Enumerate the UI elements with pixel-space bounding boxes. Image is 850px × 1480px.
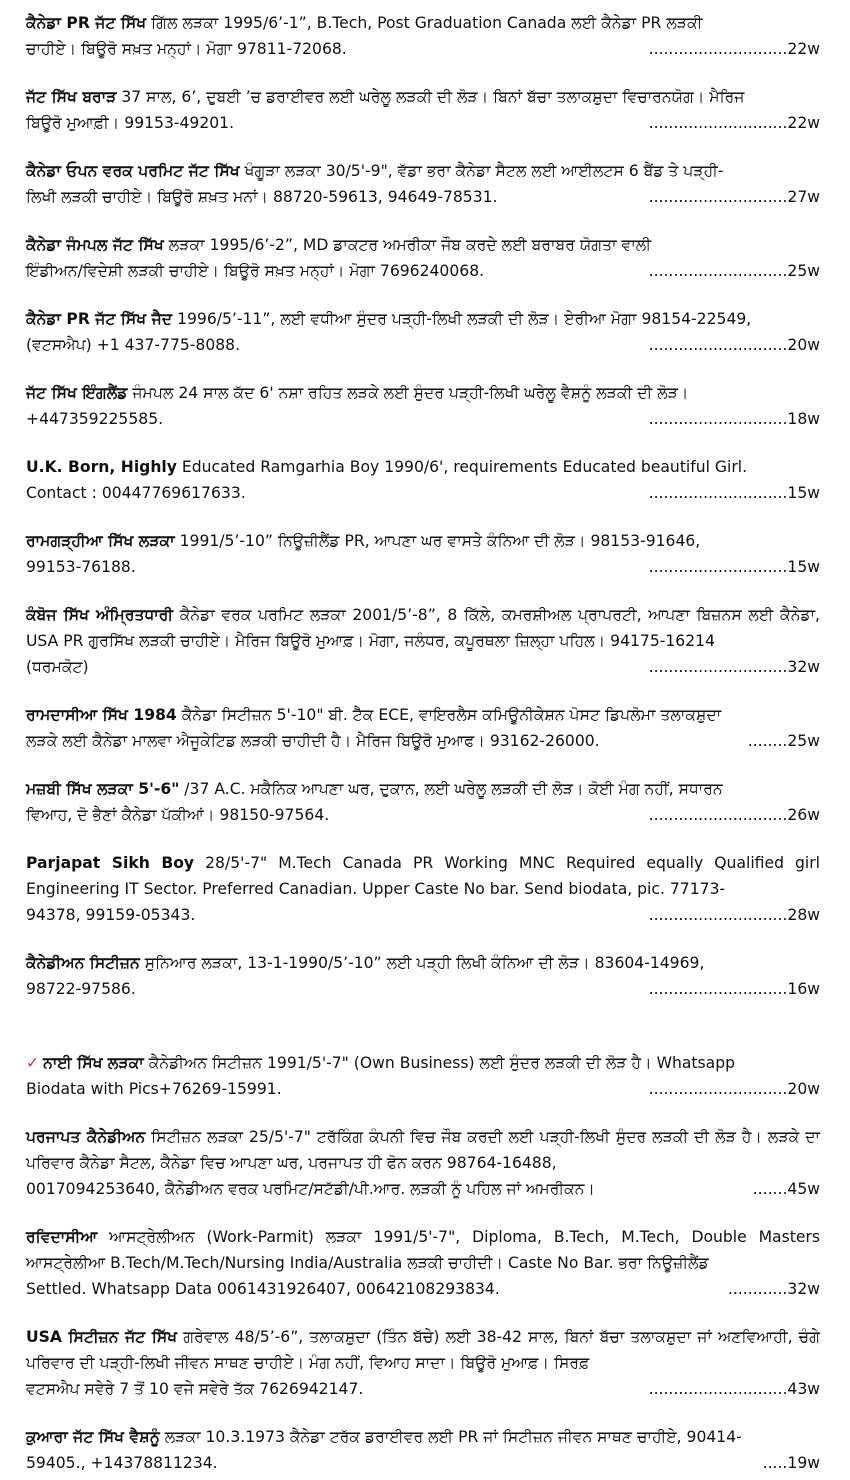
ad-text: ਖੰਗੂੜਾ ਲੜਕਾ 30/5'-9", ਵੱਡਾ ਭਰਾ ਕੈਨੇਡਾ ਸੈਟਲ ਲਈ ਆਈਲਟਸ 6 ਬੈਂਡ ਤੇ ਪੜ੍ਹੀ- [239,162,724,180]
ad-16 [26,1224,820,1302]
ad-9 [26,602,820,680]
ad-word-count: ............................16w [648,980,820,998]
ad-text: ਜੰਮਪਲ 24 ਸਾਲ ਕੱਦ 6' ਨਸ਼ਾ ਰਹਿਤ ਲੜਕੇ ਲਈ ਸੁੰਦਰ ਪੜ੍ਹੀ-ਲਿਖੀ ਘਰੇਲੂ ਵੈਸ਼ਨੂੰ ਲੜਕੀ ਦੀ ਲੋੜ। [127,384,689,402]
ad-contact: (ਧਰਮਕੋਟ) [26,658,89,676]
ad-word-count: ............................43w [648,1380,820,1398]
ad-8 [26,528,820,580]
ad-contact: Biodata with Pics+76269-15991. [26,1080,282,1098]
ad-word-count: .....19w [762,1454,820,1472]
ad-contact: (ਵਟਸਐਪ) +1 437-775-8088. [26,336,241,354]
ad-6 [26,380,820,432]
ad-heading: ਜੱਟ ਸਿੱਖ ਇੰਗਲੈਂਡ [26,384,128,402]
ad-heading: Parjapat Sikh Boy [26,854,195,872]
ad-heading: U.K. Born, Highly [26,458,177,476]
ad-heading: ਕੈਨੇਡਾ PR ਜੱਟ ਸਿੱਖ ਜੈਦ [26,310,173,328]
ad-text: 1996/5’-11”, ਲਈ ਵਧੀਆ ਸੁੰਦਰ ਪੜ੍ਹੀ-ਲਿਖੀ ਲੜਕੀ ਦੀ ਲੋੜ। ਏਰੀਆ ਮੋਗਾ 98154-22549, [172,310,752,328]
ad-contact: +447359225585. [26,410,164,428]
ad-word-count: ............................28w [648,906,820,924]
ad-word-count: ............................22w [648,114,820,132]
ad-contact: ਲੜਕੇ ਲਈ ਕੈਨੇਡਾ ਮਾਲਵਾ ਐਜੂਕੇਟਿਡ ਲੜਕੀ ਚਾਹੀਦੀ ਹੈ। ਮੈਰਿਜ ਬਿਊਰੋ ਮੁਆਫ। 93162-26000. [26,732,600,750]
ad-word-count: ............................32w [648,658,820,676]
ad-contact: ਵਿਆਹ, ਦੋ ਭੈਣਾਂ ਕੈਨੇਡਾ ਪੱਕੀਆਂ। 98150-97564. [26,806,330,824]
ad-text: /37 A.C. ਮਕੈਨਿਕ ਆਪਣਾ ਘਰ, ਦੁਕਾਨ, ਲਈ ਘਰੇਲੂ ਲੜਕੀ ਦੀ ਲੋੜ। ਕੋਈ ਮੰਗ ਨਹੀਂ, ਸਧਾਰਨ [179,780,723,798]
ad-word-count: .......45w [752,1180,820,1198]
ad-word-count: ............................20w [648,336,820,354]
ad-word-count: ............................20w [648,1080,820,1098]
ad-heading: ਨਾਈ ਸਿੱਖ ਲੜਕਾ [43,1054,144,1072]
ad-text: 28/5'-7" M.Tech Canada PR Working MNC Required equally Qualified girl Engineering IT Sector. Preferred Canadian. Upper Caste No bar. Send biodata, pic. 77173- [26,854,820,898]
ad-heading: ਕੈਨੇਡਾ ਜੰਮਪਲ ਜੱਟ ਸਿੱਖ [26,236,164,254]
ad-heading: ਕੰਬੋਜ ਸਿੱਖ ਅੰਮ੍ਰਿਤਧਾਰੀ [26,606,174,624]
ad-heading: ਰਵਿਦਾਸੀਆ [26,1228,98,1246]
ad-text: ਸੁਨਿਆਰ ਲੜਕਾ, 13-1-1990/5’-10” ਲਈ ਪੜ੍ਹੀ ਲਿਖੀ ਕੰਨਿਆ ਦੀ ਲੋੜ। 83604-14969, [139,954,705,972]
ad-contact: Contact : 00447769617633. [26,484,246,502]
ad-2 [26,84,820,136]
ad-text: ਆਸਟ੍ਰੇਲੀਅਨ (Work-Parmit) ਲੜਕਾ 1991/5'-7", Diploma, B.Tech, M.Tech, Double Masters ਆਸਟ੍ਰੇਲੀਆ B.Tech/M.Tech/Nursing India/Australia ਲੜਕੀ ਚਾਹੀਦੀ। Caste No Bar. ਭਰਾ ਨਿਊਜ਼ੀਲੈਂਡ [26,1228,820,1272]
ad-text: ਲੜਕਾ 10.3.1973 ਕੈਨੇਡਾ ਟਰੱਕ ਡਰਾਈਵਰ ਲਈ PR ਜਾਂ ਸਿਟੀਜ਼ਨ ਜੀਵਨ ਸਾਥਣ ਚਾਹੀਏ, 90414- [159,1428,742,1446]
ad-text: ਸਿਟੀਜ਼ਨ ਲੜਕਾ 25/5'-7" ਟਰੱਕਿੰਗ ਕੰਪਨੀ ਵਿਚ ਜੌਬ ਕਰਦੀ ਲਈ ਪੜ੍ਹੀ-ਲਿਖੀ ਸੁੰਦਰ ਲੜਕੀ ਦੀ ਲੋੜ ਹੈ। ਲੜਕੇ ਦਾ ਪਰਿਵਾਰ ਕੈਨੇਡਾ ਸੈਟਲ, ਕੈਨੇਡਾ ਵਿਚ ਆਪਣਾ ਘਰ, ਪਰਜਾਪਤ ਹੀ ਫੋਨ ਕਰਨ 98764-16488, [26,1128,821,1172]
ad-contact: 0017094253640, ਕੈਨੇਡੀਅਨ ਵਰਕ ਪਰਮਿਟ/ਸਟੱਡੀ/ਪੀ.ਆਰ. ਲੜਕੀ ਨੂੰ ਪਹਿਲ ਜਾਂ ਅਮਰੀਕਨ। [26,1180,595,1198]
ad-18 [26,1424,820,1476]
ad-contact: Settled. Whatsapp Data 0061431926407, 00642108293834. [26,1280,500,1298]
ad-7 [26,454,820,506]
ad-text: ਕੈਨੇਡਾ ਵਰਕ ਪਰਮਿਟ ਲੜਕਾ 2001/5’-8”, 8 ਕਿੱਲੇ, ਕਮਰਸ਼ੀਅਲ ਪ੍ਰਾਪਰਟੀ, ਆਪਣਾ ਬਿਜ਼ਨਸ ਲਈ ਕੈਨੇਡਾ, USA PR ਗੁਰਸਿੱਖ ਲੜਕੀ ਚਾਹੀਏ। ਮੈਰਿਜ ਬਿਊਰੋ ਮੁਆਫ਼। ਮੋਗਾ, ਜਲੰਧਰ, ਕਪੂਰਥਲਾ ਜ਼ਿਲ੍ਹਾ ਪਹਿਲ। 94175-16214 [26,606,820,650]
ad-heading: ਪਰਜਾਪਤ ਕੈਨੇਡੀਅਨ [26,1128,146,1146]
ad-3 [26,158,820,210]
ad-1 [26,10,820,62]
ad-word-count: ............................25w [648,262,820,280]
ad-4 [26,232,820,284]
ad-text: ਕੈਨੇਡਾ ਸਿਟੀਜ਼ਨ 5'-10" ਬੀ. ਟੈੱਕ ECE, ਵਾਇਰਲੈਸ ਕਮਿਊਨੀਕੇਸ਼ਨ ਪੋਸਟ ਡਿਪਲੋਮਾ ਤਲਾਕਸ਼ੁਦਾ [176,706,722,724]
ad-text: ਗਰੇਵਾਲ 48/5’-6”, ਤਲਾਕਸ਼ੁਦਾ (ਤਿੰਨ ਬੱਚੇ) ਲਈ 38-42 ਸਾਲ, ਬਿਨਾਂ ਬੱਚਾ ਤਲਾਕਸ਼ੁਦਾ ਜਾਂ ਅਣਵਿਆਹੀ, ਚੰਗੇ ਪਰਿਵਾਰ ਦੀ ਪੜ੍ਹੀ-ਲਿਖੀ ਜੀਵਨ ਸਾਥਣ ਚਾਹੀਏ। ਮੰਗ ਨਹੀਂ, ਵਿਆਹ ਸਾਦਾ। ਬਿਊਰੋ ਮੁਆਫ਼। ਸਿਰਫ਼ [26,1328,820,1372]
ad-heading: ਜੱਟ ਸਿੱਖ ਬਰਾੜ [26,88,117,106]
ad-17 [26,1324,820,1402]
ad-13 [26,950,820,1002]
ad-contact: ਇੰਡੀਅਨ/ਵਿਦੇਸ਼ੀ ਲੜਕੀ ਚਾਹੀਏ। ਬਿਊਰੋ ਸਖ਼ਤ ਮਨ੍ਹਾਂ। ਮੋਗਾ 7696240068. [26,262,485,280]
ad-word-count: ............................15w [648,558,820,576]
ad-14 [26,1050,820,1102]
ad-12 [26,850,820,928]
ad-text: ਗਿੱਲ ਲੜਕਾ 1995/6’-1”, B.Tech, Post Graduation Canada ਲਈ ਕੈਨੇਡਾ PR ਲੜਕੀ [146,14,703,32]
ad-word-count: ........25w [747,732,820,750]
ad-text: Educated Ramgarhia Boy 1990/6', requirements Educated beautiful Girl. [176,458,748,476]
ad-text: 37 ਸਾਲ, 6’, ਦੁਬਈ ’ਚ ਡਰਾਈਵਰ ਲਈ ਘਰੇਲੂ ਲੜਕੀ ਦੀ ਲੋੜ। ਬਿਨਾਂ ਬੱਚਾ ਤਲਾਕਸ਼ੁਦਾ ਵਿਚਾਰਨਯੋਗ। ਮੈਰਿਜ [116,88,745,106]
ad-10 [26,702,820,754]
ad-11 [26,776,820,828]
ad-heading: ਰਾਮਦਾਸੀਆ ਸਿੱਖ 1984 [26,706,177,724]
ad-5 [26,306,820,358]
check-icon: ✓ [26,1054,40,1072]
ad-contact: ਵਟਸਐਪ ਸਵੇਰੇ 7 ਤੋਂ 10 ਵਜੇ ਸਵੇਰੇ ਤੱਕ 7626942147. [26,1380,364,1398]
ad-heading: ਕੈਨੇਡੀਅਨ ਸਿਟੀਜ਼ਨ [26,954,140,972]
ad-word-count: ............................27w [648,188,820,206]
ad-heading: USA ਸਿਟੀਜ਼ਨ ਜੱਟ ਸਿੱਖ [26,1328,178,1346]
ad-heading: ਕੁਆਰਾ ਜੱਟ ਸਿੱਖ ਵੈਸ਼ਨੂੰ [26,1428,160,1446]
ad-text: ਕੈਨੇਡੀਅਨ ਸਿਟੀਜ਼ਨ 1991/5'-7" (Own Business) ਲਈ ਸੁੰਦਰ ਲੜਕੀ ਦੀ ਲੋੜ ਹੈ। Whatsapp [143,1054,736,1072]
ad-contact: 98722-97586. [26,980,136,998]
ad-contact: ਬਿਊਰੋ ਮੁਆਫ਼ੀ। 99153-49201. [26,114,235,132]
ad-text: 1991/5’-10” ਨਿਊਜ਼ੀਲੈਂਡ PR, ਆਪਣਾ ਘਰ ਵਾਸਤੇ ਕੰਨਿਆ ਦੀ ਲੋੜ। 98153-91646, [174,532,701,550]
ad-15 [26,1124,820,1202]
ad-contact: 99153-76188. [26,558,136,576]
ad-heading: ਰਾਮਗੜ੍ਹੀਆ ਸਿੱਖ ਲੜਕਾ [26,532,175,550]
ad-contact: ਲਿਖੀ ਲੜਕੀ ਚਾਹੀਏ। ਬਿਊਰੋ ਸ਼ਖ਼ਤ ਮਨਾਂ। 88720-59613, 94649-78531. [26,188,498,206]
ad-word-count: ............................22w [648,40,820,58]
ad-word-count: ............32w [727,1280,820,1298]
ad-word-count: ............................26w [648,806,820,824]
ad-heading: ਮਜ਼ਬੀ ਸਿੱਖ ਲੜਕਾ 5'-6" [26,780,180,798]
ad-contact: ਚਾਹੀਏ। ਬਿਊਰੋ ਸਖ਼ਤ ਮਨ੍ਹਾਂ। ਮੋਗਾ 97811-72068. [26,40,347,58]
ad-word-count: ............................18w [648,410,820,428]
ad-text: ਲੜਕਾ 1995/6’-2”, MD ਡਾਕਟਰ ਅਮਰੀਕਾ ਜੌਬ ਕਰਦੇ ਲਈ ਬਰਾਬਰ ਯੋਗਤਾ ਵਾਲੀ [163,236,652,254]
ad-word-count: ............................15w [648,484,820,502]
ad-contact: 59405., +14378811234. [26,1454,218,1472]
ad-heading: ਕੈਨੇਡਾ PR ਜੱਟ ਸਿੱਖ [26,14,147,32]
ad-contact: 94378, 99159-05343. [26,906,196,924]
ad-heading: ਕੈਨੇਡਾ ਓਪਨ ਵਰਕ ਪਰਮਿਟ ਜੱਟ ਸਿੱਖ [26,162,240,180]
